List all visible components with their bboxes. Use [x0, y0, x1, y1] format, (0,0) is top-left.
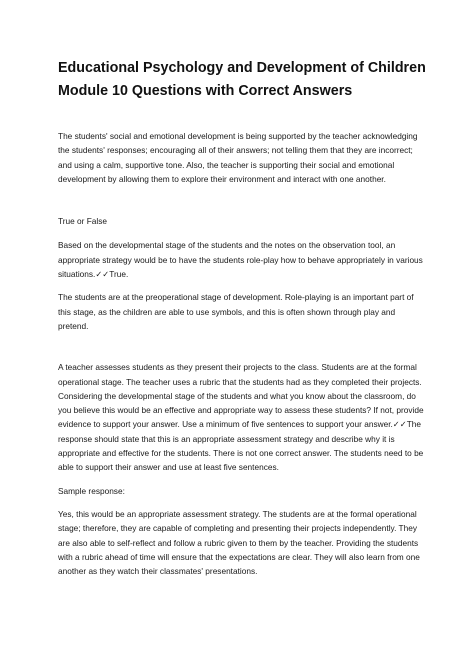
true-false-label: True or False: [58, 216, 108, 227]
sample-response: Yes, this would be an appropriate assessment strategy. The students are at the formal operational stage; therefore, they are capable of completing and presenting their projects independently. They are also able to self-reflect and follow a rubric given to them by the teacher. Providing the students with a rubric ahead of time will ensure that the expectations are clear. They will also learn from one another as they watch their classmates' presentations.: [58, 508, 420, 577]
sample-response-label: Sample response:: [58, 485, 125, 496]
intro-paragraph: The students' social and emotional development is being supported by the teacher acknowledging the students' responses; encouraging all of their answers; not telling them that they are incorrect; and using a calm, supportive tone. Also, the teacher is supporting their social and emotional development by allowing them to explore their environment and interact with one another.: [58, 131, 418, 184]
explanation-1: The students are at the preoperational stage of development. Role-playing is an important part of this stage, as the children are able to use symbols, and this is often shown through play and pretend.: [58, 292, 414, 331]
document-title: Educational Psychology and Development of Children Module 10 Questions with Correct Answers: [58, 60, 426, 99]
question-1: Based on the developmental stage of the students and the notes on the observation tool, an appropriate strategy would be to have the students role-play how to behave appropriately in various situations.✓✓True.: [58, 240, 423, 280]
question-2: A teacher assesses students as they present their projects to the class. Students are at the formal operational stage. The teacher uses a rubric that the students had as they completed their projects. Considering the developmental stage of the students and what you know about the classroom, do you believe this would be an effective and appropriate way to assess these students? If not, provide evidence to support your answer. Use a minimum of five sentences to support your answer.✓✓The response should state that this is an appropriate assessment strategy and describe why it is appropriate and effective for the students. There is not one correct answer. The students need to be able to support their answer and use at least five sentences.: [58, 362, 424, 473]
